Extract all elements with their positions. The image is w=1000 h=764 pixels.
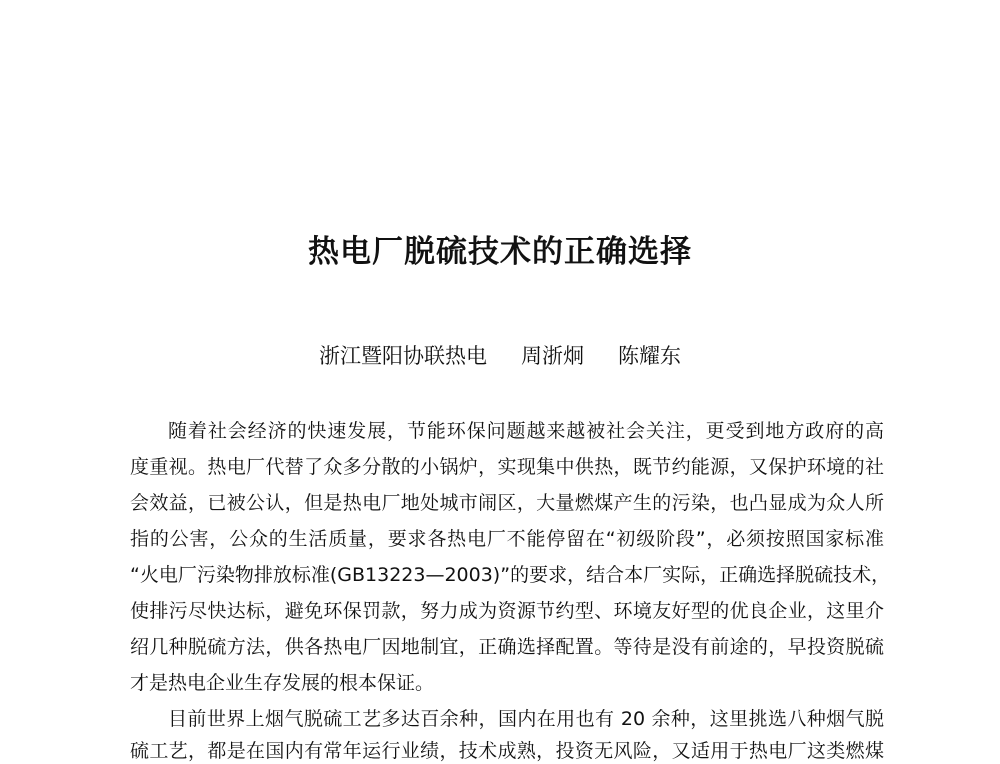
author-name-1: 周浙炯 <box>521 344 584 368</box>
author-organization: 浙江暨阳协联热电 <box>319 344 487 368</box>
body-line-10: 硫工艺，都是在国内有常年运行业绩，技术成熟，投资无风险，又适用于热电厂这类燃煤 <box>130 740 884 762</box>
author-byline <box>0 342 1000 370</box>
body-line-9: 目前世界上烟气脱硫工艺多达百余种，国内在用也有 20 余种，这里挑选八种烟气脱 <box>168 708 884 730</box>
body-line-1: 随着社会经济的快速发展，节能环保问题越来越被社会关注，更受到地方政府的高 <box>168 420 884 442</box>
author-name-2: 陈耀东 <box>618 344 681 368</box>
body-line-2: 度重视。热电厂代替了众多分散的小锅炉，实现集中供热，既节约能源，又保护环境的社 <box>130 456 884 478</box>
body-line-4: 指的公害，公众的生活质量，要求各热电厂不能停留在“初级阶段”，必须按照国家标准 <box>130 528 884 550</box>
article-title: 热电厂脱硫技术的正确选择 <box>308 234 692 270</box>
body-line-7: 绍几种脱硫方法，供各热电厂因地制宜，正确选择配置。等待是没有前途的，早投资脱硫 <box>130 636 884 658</box>
body-line-3: 会效益，已被公认，但是热电厂地处城市闹区，大量燃煤产生的污染，也凸显成为众人所 <box>130 492 884 514</box>
body-line-5: “火电厂污染物排放标准(GB13223—2003)”的要求，结合本厂实际，正确选择脱硫技术， <box>130 564 891 586</box>
body-line-6: 使排污尽快达标，避免环保罚款，努力成为资源节约型、环境友好型的优良企业，这里介 <box>130 600 884 622</box>
body-line-8: 才是热电企业生存发展的根本保证。 <box>130 672 435 694</box>
